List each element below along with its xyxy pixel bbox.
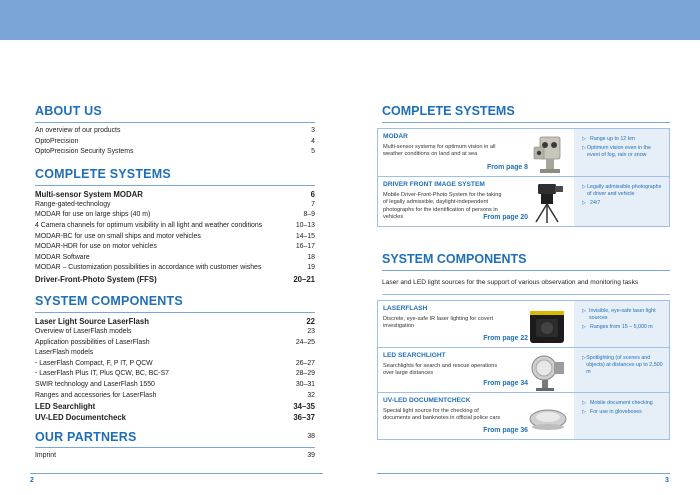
toc-entry: 4 Camera channels for optimum visibility in all light and weather conditions: [35, 221, 263, 229]
toc-row[interactable]: [35, 221, 315, 232]
toc-page: 23: [307, 327, 315, 335]
card-description: Multi-sensor systems for optimum vision in all weather conditions on land and at sea: [383, 144, 496, 158]
toc-entry: An overview of our products: [35, 127, 121, 134]
feature-bullet: ▷ Mobile document checking: [582, 400, 653, 406]
toc-entry: LED Searchlight: [35, 402, 96, 412]
toc-row[interactable]: [35, 401, 315, 412]
card-led-searchlight: [378, 348, 669, 393]
toc-row[interactable]: [35, 274, 315, 285]
toc-page: 5: [311, 148, 315, 156]
searchlight-image: [526, 352, 570, 396]
card-page-link[interactable]: From page 20: [483, 214, 528, 221]
toc-page: 4: [311, 137, 315, 145]
card-modar: [378, 129, 669, 177]
system-components-block: [382, 252, 670, 440]
toc-entry: - LaserFlash Compact, F, P IT, P QCW: [35, 359, 153, 367]
triangle-bullet-icon: ▷: [582, 408, 586, 415]
card-main: [378, 393, 574, 439]
feature-bullet: ▷ Range up to 12 km: [582, 136, 635, 142]
card-main: [378, 177, 574, 226]
card-driver-front-image: [378, 177, 669, 226]
feature-bullet: ▷ Spotlighting (of scenes and objects) at distances up to 2,500 m: [582, 355, 663, 375]
toc-entry: Application possibilities of LaserFlash: [35, 338, 150, 346]
section-title: COMPLETE SYSTEMS: [35, 167, 315, 186]
card-description: Discrete, eye-safe IR laser lighting for covert investigation: [383, 316, 494, 330]
card-page-link[interactable]: From page 34: [483, 380, 528, 387]
toc-page: 8–9: [303, 211, 315, 219]
toc-page: 16–17: [295, 243, 315, 251]
section-title: ABOUT US: [35, 104, 315, 123]
toc-row[interactable]: [35, 263, 315, 274]
card-title: LED SEARCHLIGHT: [383, 352, 446, 359]
complete-systems-block: [382, 104, 670, 227]
toc-entry: MODAR – Customization possibilities in accordance with customer wishes: [35, 264, 262, 272]
toc-page: [285, 348, 315, 359]
section-title: OUR PARTNERS: [35, 430, 137, 445]
triangle-bullet-icon: ▷: [582, 308, 586, 314]
toc-section-about-us: [35, 104, 315, 158]
toc-entry: Laser Light Source LaserFlash: [35, 316, 149, 326]
toc-row[interactable]: [35, 242, 315, 253]
toc-page: 6: [310, 189, 315, 199]
toc-page: 28–29: [295, 370, 315, 378]
toc-page: 26–27: [295, 359, 315, 367]
card-title: MODAR: [383, 133, 408, 140]
table-of-contents: [35, 104, 315, 461]
toc-page: 36–37: [293, 413, 315, 423]
toc-row[interactable]: [35, 137, 315, 148]
toc-row[interactable]: [35, 327, 315, 338]
toc-page: 34–35: [293, 402, 315, 412]
complete-systems-panel: [377, 128, 670, 227]
feature-bullet: ▷ For use in gloveboxes: [582, 408, 642, 415]
toc-row[interactable]: [35, 126, 315, 137]
footer-rule: [377, 473, 670, 474]
toc-entry: Driver-Front-Photo System (FFS): [35, 274, 157, 284]
toc-entry: Overview of LaserFlash models: [35, 327, 132, 335]
toc-page: 20–21: [293, 274, 315, 284]
toc-row[interactable]: [35, 210, 315, 221]
card-description: Searchlights for search and rescue operations over large distances: [383, 363, 498, 377]
header-band: [0, 0, 700, 40]
section-intro: Laser and LED light sources for the support of various observation and monitoring tasks: [382, 271, 670, 295]
toc-row[interactable]: [35, 432, 315, 448]
toc-entry: LaserFlash models: [35, 349, 94, 357]
section-title: SYSTEM COMPONENTS: [382, 252, 670, 271]
toc-row[interactable]: [35, 189, 315, 200]
card-page-link[interactable]: From page 36: [483, 427, 528, 434]
toc-row[interactable]: [35, 253, 315, 264]
toc-entry: SWIR technology and LaserFlash 1550: [35, 380, 155, 388]
toc-page: 32: [307, 391, 315, 399]
toc-row[interactable]: [35, 316, 315, 327]
card-page-link[interactable]: From page 22: [483, 335, 528, 342]
toc-entry: - LaserFlash Plus IT, Plus QCW, BC, BC-S7: [35, 370, 170, 378]
toc-section-our-partners: [35, 432, 315, 461]
feature-bullet: ▷ 24/7: [582, 199, 601, 206]
footer-rule: [30, 473, 323, 474]
toc-row[interactable]: [35, 451, 315, 462]
toc-page: 7: [311, 200, 315, 208]
card-features: [574, 129, 669, 176]
triangle-bullet-icon: ▷: [582, 184, 586, 190]
toc-row[interactable]: [35, 348, 315, 359]
toc-entry: UV-LED Documentcheck: [35, 413, 126, 423]
page-number-left: 2: [30, 477, 34, 484]
card-description: Mobile Driver-Front-Photo System for the taking of legally admissible, daylight-independent photographs for the identification of persons in vehicles: [383, 192, 502, 221]
feature-bullet: ▷ Optimum vision even in the event of fog, rain or snow: [582, 144, 651, 158]
toc-entry: MODAR-HDR for use on motor vehicles: [35, 243, 157, 251]
toc-page: 14–15: [295, 232, 315, 240]
toc-row[interactable]: [35, 412, 315, 423]
toc-row[interactable]: [35, 200, 315, 211]
toc-page: 10–13: [295, 221, 315, 229]
toc-page: 24–25: [295, 338, 315, 346]
toc-section-complete-systems: [35, 167, 315, 285]
toc-page: 3: [311, 127, 315, 134]
toc-page: 38: [307, 433, 315, 441]
triangle-bullet-icon: ▷: [582, 199, 586, 206]
feature-bullet: ▷ Invisible, eye-safe laser light sources: [582, 308, 656, 321]
card-main: [378, 129, 574, 176]
toc-page: 30–31: [295, 380, 315, 388]
toc-row[interactable]: [35, 147, 315, 158]
toc-entry: OptoPrecision Security Systems: [35, 148, 134, 156]
card-title: LASERFLASH: [383, 305, 428, 312]
toc-row[interactable]: [35, 380, 315, 391]
card-features: [574, 301, 669, 347]
tripod-camera-image: [526, 181, 570, 225]
card-features: [574, 393, 669, 439]
laserflash-device-image: [526, 305, 570, 349]
card-title: UV-LED DOCUMENTCHECK: [383, 397, 471, 404]
toc-section-system-components: [35, 294, 315, 423]
page-number-right: 3: [665, 477, 669, 484]
card-main: [378, 301, 574, 347]
card-description: Special light source for the checking of documents and banknotes in official police cars: [383, 408, 501, 422]
toc-row[interactable]: [35, 359, 315, 370]
triangle-bullet-icon: ▷: [582, 323, 586, 330]
card-title: DRIVER FRONT IMAGE SYSTEM: [383, 181, 485, 188]
toc-entry: Imprint: [35, 451, 57, 459]
toc-row[interactable]: [35, 391, 315, 402]
toc-row[interactable]: [35, 232, 315, 243]
toc-page: 22: [306, 316, 315, 326]
modar-camera-image: [526, 133, 570, 177]
card-features: [574, 177, 669, 226]
section-title: COMPLETE SYSTEMS: [382, 104, 670, 123]
triangle-bullet-icon: ▷: [582, 355, 586, 361]
toc-page: 19: [307, 264, 315, 272]
section-title: SYSTEM COMPONENTS: [35, 294, 315, 313]
toc-entry: Range-gated-technology: [35, 200, 111, 208]
card-uv-led-documentcheck: [378, 393, 669, 439]
toc-entry: MODAR Software: [35, 253, 90, 261]
toc-entry: MODAR-BC for use on small ships and motor vehicles: [35, 232, 201, 240]
toc-entry: Multi-sensor System MODAR: [35, 189, 143, 199]
system-components-panel: [377, 300, 670, 440]
triangle-bullet-icon: ▷: [582, 400, 586, 406]
triangle-bullet-icon: ▷: [582, 144, 586, 151]
toc-page: 39: [307, 451, 315, 459]
toc-entry: MODAR for use on large ships (40 m): [35, 211, 151, 219]
card-laserflash: [378, 301, 669, 348]
toc-page: 18: [307, 253, 315, 261]
card-page-link[interactable]: From page 8: [487, 164, 528, 171]
toc-row[interactable]: [35, 369, 315, 380]
card-features: [574, 348, 669, 392]
feature-bullet: ▷ Legally admissible photographs of driver and vehicle: [582, 184, 662, 197]
feature-bullet: ▷ Ranges from 15 – 5,000 m: [582, 323, 653, 330]
toc-entry: Ranges and accessories for LaserFlash: [35, 391, 157, 399]
toc-entry: OptoPrecision: [35, 137, 79, 145]
triangle-bullet-icon: ▷: [582, 136, 586, 142]
uv-led-device-image: [526, 397, 570, 441]
toc-row[interactable]: [35, 338, 315, 349]
card-main: [378, 348, 574, 392]
